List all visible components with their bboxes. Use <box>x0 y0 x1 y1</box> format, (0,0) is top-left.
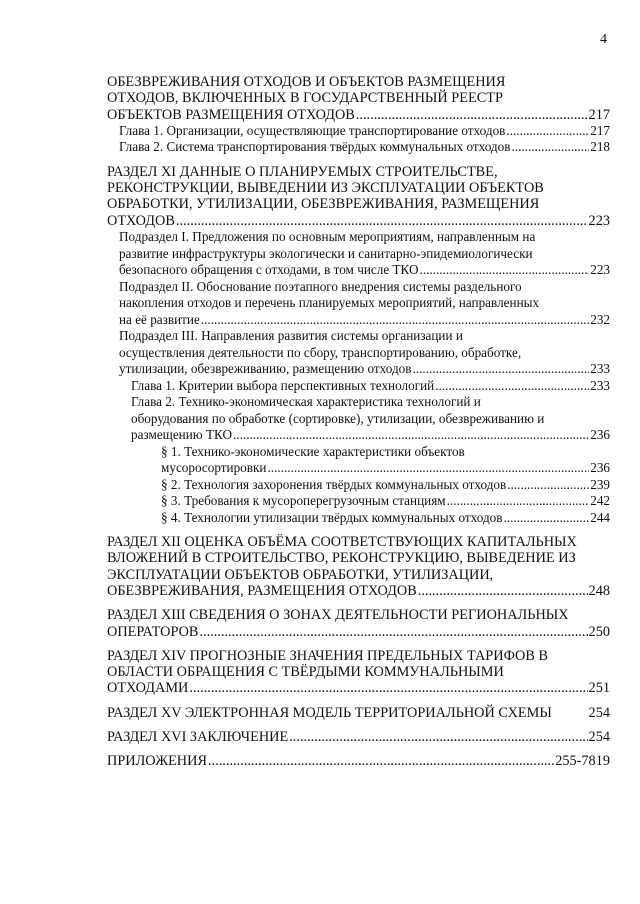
toc-subentry[interactable] <box>119 139 610 156</box>
toc-page-number: 233 <box>590 361 610 377</box>
dot-leader <box>506 123 589 140</box>
toc-page-number: 218 <box>590 139 610 155</box>
dot-leader <box>189 680 587 696</box>
toc-page-number: 254 <box>588 704 610 721</box>
toc-page-number: 236 <box>590 460 610 476</box>
toc-entry-text: Глава 2. Технико-экономическая характеристика технологий и <box>131 394 481 410</box>
toc-section-entry[interactable] <box>107 607 610 640</box>
page-number: 4 <box>600 32 607 47</box>
toc-section-entry[interactable] <box>107 753 610 769</box>
toc-entry-text: ОТХОДОВ <box>107 212 175 229</box>
toc-entry-text: § 4. Технологии утилизации твёрдых коммунальных отходов <box>161 509 503 525</box>
toc-page-number: 255-7819 <box>555 753 610 770</box>
toc-subentry[interactable] <box>119 229 610 279</box>
toc-page-number: 250 <box>588 623 610 640</box>
toc-entry-text: ОБРАБОТКИ, УТИЛИЗАЦИИ, ОБЕЗВРЕЖИВАНИЯ, РАЗМЕЩЕНИЯ <box>107 196 540 213</box>
toc-entry-text: РАЗДЕЛ XI ДАННЫЕ О ПЛАНИРУЕМЫХ СТРОИТЕЛЬСТВЕ, <box>107 163 498 180</box>
toc-entry-text: ОТХОДАМИ <box>107 680 189 697</box>
toc-subentry[interactable] <box>119 328 610 378</box>
toc-page-number: 251 <box>588 680 610 697</box>
toc-entry-text: ОБЕЗВРЕЖИВАНИЯ, РАЗМЕЩЕНИЯ ОТХОДОВ <box>107 582 417 599</box>
dot-leader <box>447 493 590 510</box>
toc-page-number: 223 <box>588 212 610 229</box>
toc-section-entry[interactable] <box>107 164 610 229</box>
toc-entry-text: Глава 2. Система транспортирования твёрдых коммунальных отходов <box>119 139 511 155</box>
toc-page-number: 244 <box>590 509 610 525</box>
toc-subentry[interactable] <box>161 444 610 477</box>
toc-page-number: 236 <box>590 427 610 443</box>
toc-entry-text: ОБЪЕКТОВ РАЗМЕЩЕНИЯ ОТХОДОВ <box>107 106 355 123</box>
toc-subentry[interactable] <box>161 493 610 510</box>
dot-leader <box>289 729 587 745</box>
toc-page-number: 217 <box>590 122 610 138</box>
dot-leader <box>511 139 589 156</box>
toc-entry-text: Глава 1. Критерии выбора перспективных технологий <box>131 377 435 393</box>
toc-subentry[interactable] <box>131 378 610 395</box>
dot-leader <box>420 262 590 279</box>
toc-entry-text: РЕКОНСТРУКЦИИ, ВЫВЕДЕНИИ ИЗ ЭКСПЛУАТАЦИИ ОБЪЕКТОВ <box>107 180 544 197</box>
toc-entry-text: § 3. Требования к мусороперегрузочным станциям <box>161 493 446 509</box>
dot-leader <box>233 427 589 444</box>
dot-leader <box>201 312 589 329</box>
dot-leader <box>267 460 589 477</box>
toc-entry-text: ОБЛАСТИ ОБРАЩЕНИЯ С ТВЁРДЫМИ КОММУНАЛЬНЫМИ <box>107 664 504 681</box>
toc-entry-text: мусоросортировки <box>161 460 267 476</box>
toc-entry-text: на её развитие <box>119 311 200 327</box>
dot-leader <box>504 510 590 527</box>
dot-leader <box>418 583 588 599</box>
toc-page-number: 232 <box>590 311 610 327</box>
toc-entry-text: утилизации, обезвреживанию, размещению отходов <box>119 361 412 377</box>
toc-subentry[interactable] <box>119 279 610 329</box>
toc-entry-text: РАЗДЕЛ XV ЭЛЕКТРОННАЯ МОДЕЛЬ ТЕРРИТОРИАЛЬНОЙ СХЕМЫ <box>107 704 552 721</box>
dot-leader <box>176 213 588 229</box>
toc-entry-text: РАЗДЕЛ XIII СВЕДЕНИЯ О ЗОНАХ ДЕЯТЕЛЬНОСТИ РЕГИОНАЛЬНЫХ <box>107 607 569 624</box>
toc-subentry[interactable] <box>161 510 610 527</box>
toc-entry-text: накопления отходов и перечень планируемых мероприятий, направленных <box>119 295 540 311</box>
toc-page-number: 239 <box>590 476 610 492</box>
toc-subentry[interactable] <box>161 477 610 494</box>
toc-section-entry[interactable] <box>107 705 610 721</box>
toc-subentry[interactable] <box>131 394 610 444</box>
toc-entry-text: РАЗДЕЛ XII ОЦЕНКА ОБЪЁМА СООТВЕТСТВУЮЩИХ КАПИТАЛЬНЫХ <box>107 534 577 551</box>
toc-subentry[interactable] <box>119 123 610 140</box>
toc-section-entry[interactable] <box>107 648 610 697</box>
dot-leader <box>356 107 588 123</box>
toc-page-number: 223 <box>590 262 610 278</box>
toc-page-number: 242 <box>590 493 610 509</box>
toc-section-entry[interactable] <box>107 74 610 123</box>
toc-entry-text: ОБЕЗВРЕЖИВАНИЯ ОТХОДОВ И ОБЪЕКТОВ РАЗМЕЩЕНИЯ <box>107 74 506 90</box>
toc-entry-text: РАЗДЕЛ XVI ЗАКЛЮЧЕНИЕ <box>107 729 289 746</box>
toc-entry-text: Подраздел III. Направления развития системы организации и <box>119 328 463 344</box>
toc-section-entry[interactable] <box>107 534 610 599</box>
toc-entry-text: ВЛОЖЕНИЙ В СТРОИТЕЛЬСТВО, РЕКОНСТРУКЦИЮ, ВЫВЕДЕНИЕ ИЗ <box>107 550 576 567</box>
dot-leader <box>435 378 589 395</box>
toc-entry-text: ОПЕРАТОРОВ <box>107 623 199 640</box>
toc-entry-text: ЭКСПЛУАТАЦИИ ОБЪЕКТОВ ОБРАБОТКИ, УТИЛИЗАЦИИ, <box>107 566 494 583</box>
toc-entry-text: развитие инфраструктуры экологически и санитарно-эпидемиологически <box>119 245 533 261</box>
toc-page-number: 248 <box>588 582 610 599</box>
dot-leader <box>208 753 554 769</box>
toc-page-number: 217 <box>588 106 610 123</box>
toc-page-number: 233 <box>590 377 610 393</box>
toc-entry-text: § 1. Технико-экономические характеристики объектов <box>161 443 465 459</box>
toc-entry-text: ОТХОДОВ, ВКЛЮЧЕННЫХ В ГОСУДАРСТВЕННЫЙ РЕЕСТР <box>107 90 503 107</box>
dot-leader <box>507 477 589 494</box>
toc-entry-text: Глава 1. Организации, осуществляющие транспортирование отходов <box>119 122 506 138</box>
toc-page-number: 254 <box>588 729 610 746</box>
toc-entry-text: осуществления деятельности по сбору, транспортированию, обработке, <box>119 344 522 360</box>
toc-entry-text: безопасного обращения с отходами, в том числе ТКО <box>119 262 419 278</box>
dot-leader <box>199 624 587 640</box>
table-of-contents <box>107 74 610 770</box>
toc-section-entry[interactable] <box>107 729 610 745</box>
toc-entry-text: ПРИЛОЖЕНИЯ <box>107 753 207 770</box>
toc-entry-text: РАЗДЕЛ XIV ПРОГНОЗНЫЕ ЗНАЧЕНИЯ ПРЕДЕЛЬНЫХ ТАРИФОВ В <box>107 647 549 664</box>
toc-entry-text: § 2. Технология захоронения твёрдых коммунальных отходов <box>161 476 507 492</box>
toc-entry-text: Подраздел I. Предложения по основным мероприятиям, направленным на <box>119 229 536 245</box>
dot-leader <box>413 361 590 378</box>
toc-entry-text: оборудования по обработке (сортировке), утилизации, обезвреживанию и <box>131 410 545 426</box>
toc-entry-text: размещению ТКО <box>131 427 232 443</box>
toc-entry-text: Подраздел II. Обоснование поэтапного внедрения системы раздельного <box>119 278 522 294</box>
